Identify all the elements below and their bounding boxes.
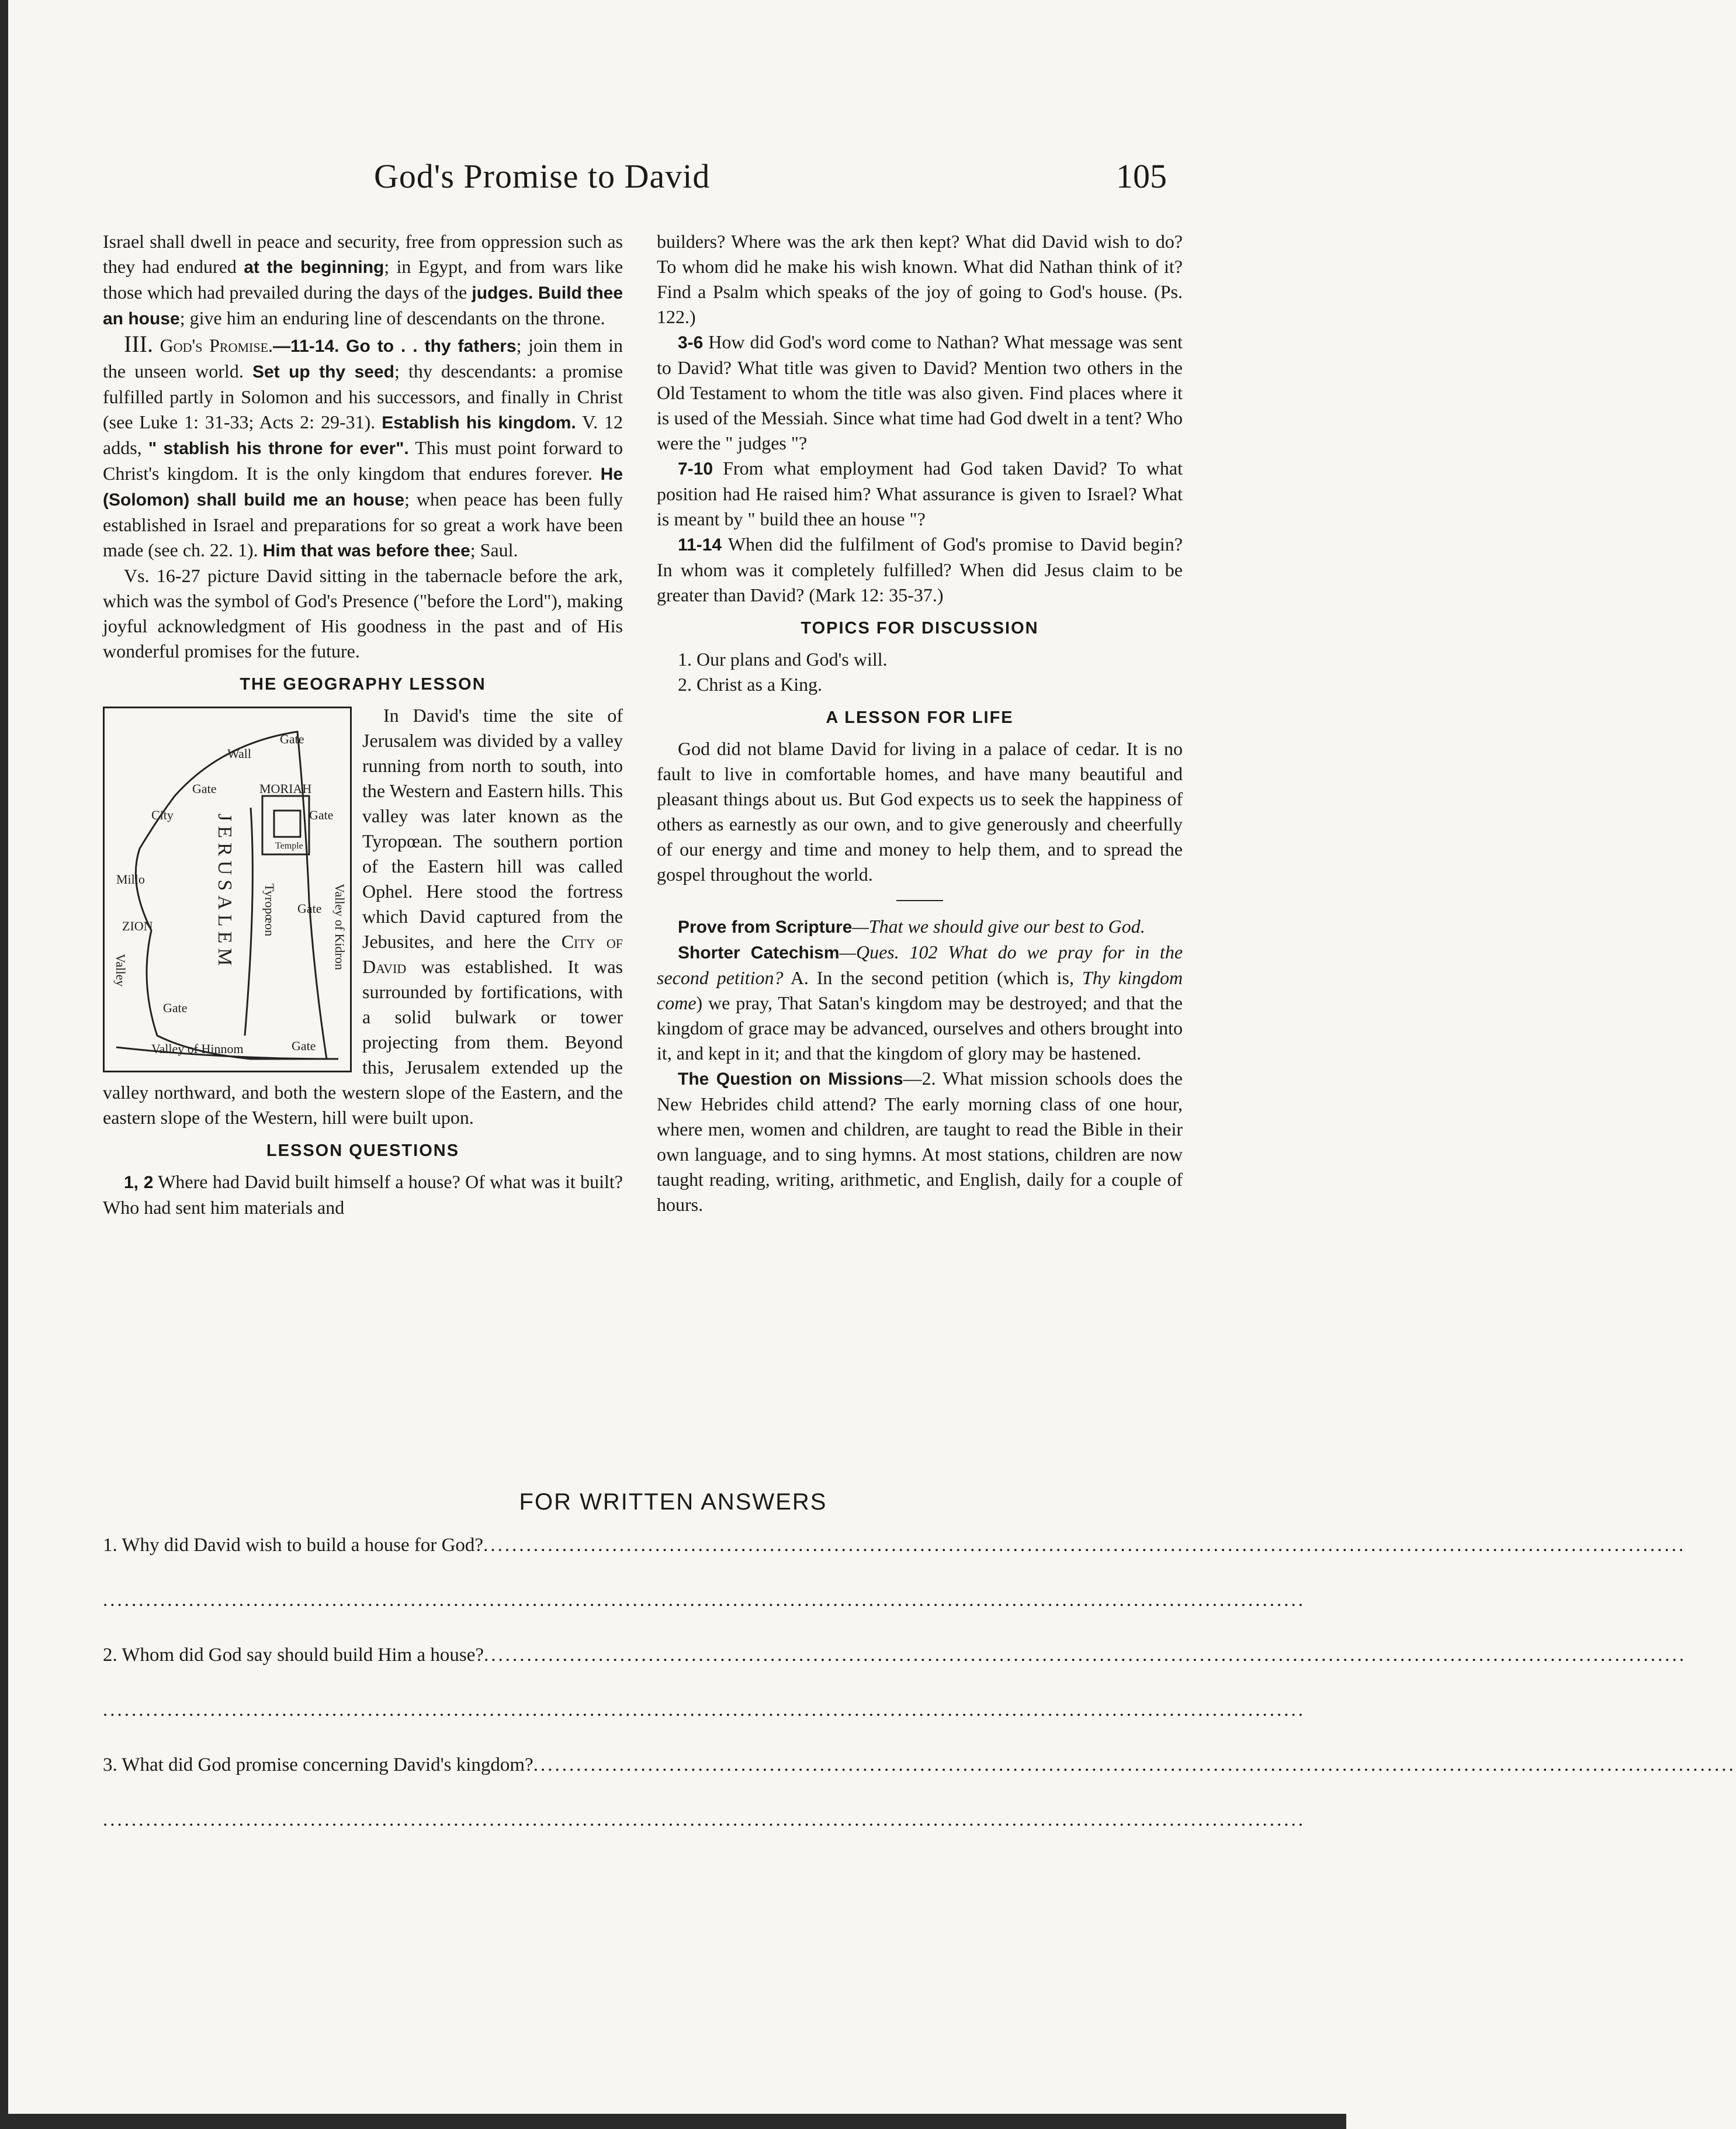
- map-label-jerusalem: JERUSALEM: [214, 813, 235, 971]
- answer-line-1[interactable]: ........................................................................................................................................................................: [103, 1590, 1305, 1611]
- lesson-questions-heading: LESSON QUESTIONS: [266, 1141, 460, 1160]
- written-answers-heading: FOR WRITTEN ANSWERS: [519, 1489, 827, 1515]
- map-label-gate-4: Gate: [297, 901, 322, 916]
- map-label-city: City: [151, 808, 174, 822]
- page-number: 105: [1116, 157, 1167, 195]
- lesson-question-11-14: 11-14 When did the fulfilment of God's promise to David begin? In whom was it completely fulfilled? When did Jesus claim to be greater than David? (Mark 12: 35-37.): [657, 534, 1183, 605]
- left-column: [103, 229, 623, 1220]
- lesson-question-cont: builders? Where was the ark then kept? What did David wish to do? To whom did he make his wish known. What did Nathan think of it? Find a Psalm which speaks of the joy of going to God's house. (Ps. 122.): [657, 231, 1183, 327]
- lesson-for-life-text: God did not blame David for living in a palace of cedar. It is no fault to live in comfortable homes, and have many beautiful and pleasant things about us. But God expects us to seek the happiness of others as earnestly as our own, and to give generously and cheerfully of our energy and time and money to help them, and to spread the gospel throughout the world.: [657, 738, 1183, 885]
- geography-text: In David's time the site of Jerusalem was divided by a valley running from north to south, into the Western and Eastern hills. This valley was later known as the Tyropœan. The southern portion of the Eastern hill was called Ophel. Here stood the fortress which David captured from the Jebusites, and here the City of David was established. It was surrounded by fortifications, with a solid bulwark or tower projecting from them. Beyond this, Jerusalem extended up the valley northward, and both the western slope of the Eastern, and the eastern slope of the Western, hill were built upon.: [103, 705, 623, 1128]
- topics-list: [657, 647, 1183, 697]
- lesson-question-1-2: 1, 2 Where had David built himself a house? Of what was it built? Who had sent him materials and: [103, 1171, 623, 1218]
- lesson-for-life-heading: A LESSON FOR LIFE: [826, 708, 1014, 727]
- tyropoeon-line: [245, 808, 252, 1036]
- divider: [896, 900, 943, 901]
- right-column: [657, 229, 1183, 1217]
- answer-line-3[interactable]: ........................................................................................................................................................................: [103, 1809, 1305, 1830]
- paragraph-intro: Israel shall dwell in peace and security, free from oppression such as they had endured at the beginning; in Egypt, and from wars like those which had prevailed during the days of the judges. Build thee an house; give him an enduring line of descendants on the throne.: [103, 231, 623, 328]
- map-label-wall: Wall: [227, 746, 251, 761]
- map-label-hinnom: Valley of Hinnom: [151, 1041, 244, 1056]
- shorter-catechism: Shorter Catechism—Ques. 102 What do we pray for in the second petition? A. In the second petition (which is, Thy kingdom come) we pray, That Satan's kingdom may be destroyed; and that the kingdom of grace may be advanced, ourselves and others brought into it, and kept in it; and that the kingdom of glory may be hastened.: [657, 941, 1183, 1064]
- scan-edge-left: [0, 0, 8, 2129]
- map-label-millo: Millo: [116, 872, 145, 887]
- map-label-zion: ZION: [122, 919, 153, 933]
- map-label-gate-3: Gate: [309, 808, 334, 822]
- scan-edge-bottom: [0, 2114, 1346, 2129]
- map-drawing: [105, 708, 350, 1071]
- answer-line-2[interactable]: ........................................................................................................................................................................: [103, 1699, 1305, 1720]
- map-label-kidron: Valley of Kidron: [332, 884, 347, 970]
- written-question-3: 3. What did God promise concerning David's kingdom?........................................................................................................................................................................: [103, 1754, 1736, 1775]
- topics-heading: TOPICS FOR DISCUSSION: [801, 619, 1039, 638]
- topic-item: 2. Christ as a King.: [678, 674, 823, 695]
- map-label-gate-5: Gate: [163, 1001, 188, 1015]
- jerusalem-map: [103, 707, 352, 1072]
- map-label-valley: Valley: [113, 954, 128, 987]
- written-question-1: 1. Why did David wish to build a house for God?........................................................................................................................................................................: [103, 1535, 1686, 1556]
- question-on-missions: The Question on Missions—2. What mission schools does the New Hebrides child attend? The early morning class of one hour, where men, women and children, are taught to read the Bible in their own language, and to sing hymns. At most stations, children are now taught reading, writing, arithmetic, and English, daily for a couple of hours.: [657, 1068, 1183, 1215]
- map-label-gate-2: Gate: [192, 781, 217, 796]
- map-label-gate-1: Gate: [280, 732, 304, 746]
- lesson-question-3-6: 3-6 How did God's word come to Nathan? What message was sent to David? What title was given to David? Mention two others in the Old Testament to whom the title was also given. Find places where it is used of the Messiah. Since what time had God dwelt in a tent? Who were the " judges "?: [657, 331, 1183, 454]
- map-label-temple: Temple: [275, 841, 303, 851]
- temple-box: [274, 811, 300, 837]
- lesson-question-7-10: 7-10 From what employment had God taken David? To what position had He raised him? What assurance is given to Israel? What is meant by " build thee an house "?: [657, 458, 1183, 529]
- map-label-moriah: MORIAH: [259, 781, 312, 796]
- section-gods-promise: III. God's Promise.—11-14. Go to . . thy fathers; join them in the unseen world. Set up thy seed; thy descendants: a promise fulfilled partly in Solomon and his successors, and finally in Christ (see Luke 1: 31-33; Acts 2: 29-31). Establish his kingdom. V. 12 adds, " stablish his throne for ever". This must point forward to Christ's kingdom. It is the only kingdom that endures forever. He (Solomon) shall build me an house; when peace has been fully established in Israel and preparations for so great a work have been made (see ch. 22. 1). Him that was before thee; Saul.: [103, 331, 623, 560]
- map-label-tyropoeon: Tyropœon: [262, 884, 277, 937]
- running-head: God's Promise to David: [374, 157, 711, 195]
- map-label-gate-6: Gate: [292, 1038, 316, 1053]
- geography-heading: THE GEOGRAPHY LESSON: [240, 675, 486, 694]
- geography-section: [103, 703, 623, 1130]
- paragraph-verses: Vs. 16-27 picture David sitting in the tabernacle before the ark, which was the symbol of God's Presence ("before the Lord"), making joyful acknowledgment of His goodness in the past and of His wonderful promises for the future.: [103, 565, 623, 662]
- prove-from-scripture: Prove from Scripture—That we should give our best to God.: [678, 916, 1145, 937]
- topic-item: 1. Our plans and God's will.: [678, 649, 888, 670]
- written-question-2: 2. Whom did God say should build Him a house?........................................................................................................................................................................: [103, 1645, 1687, 1666]
